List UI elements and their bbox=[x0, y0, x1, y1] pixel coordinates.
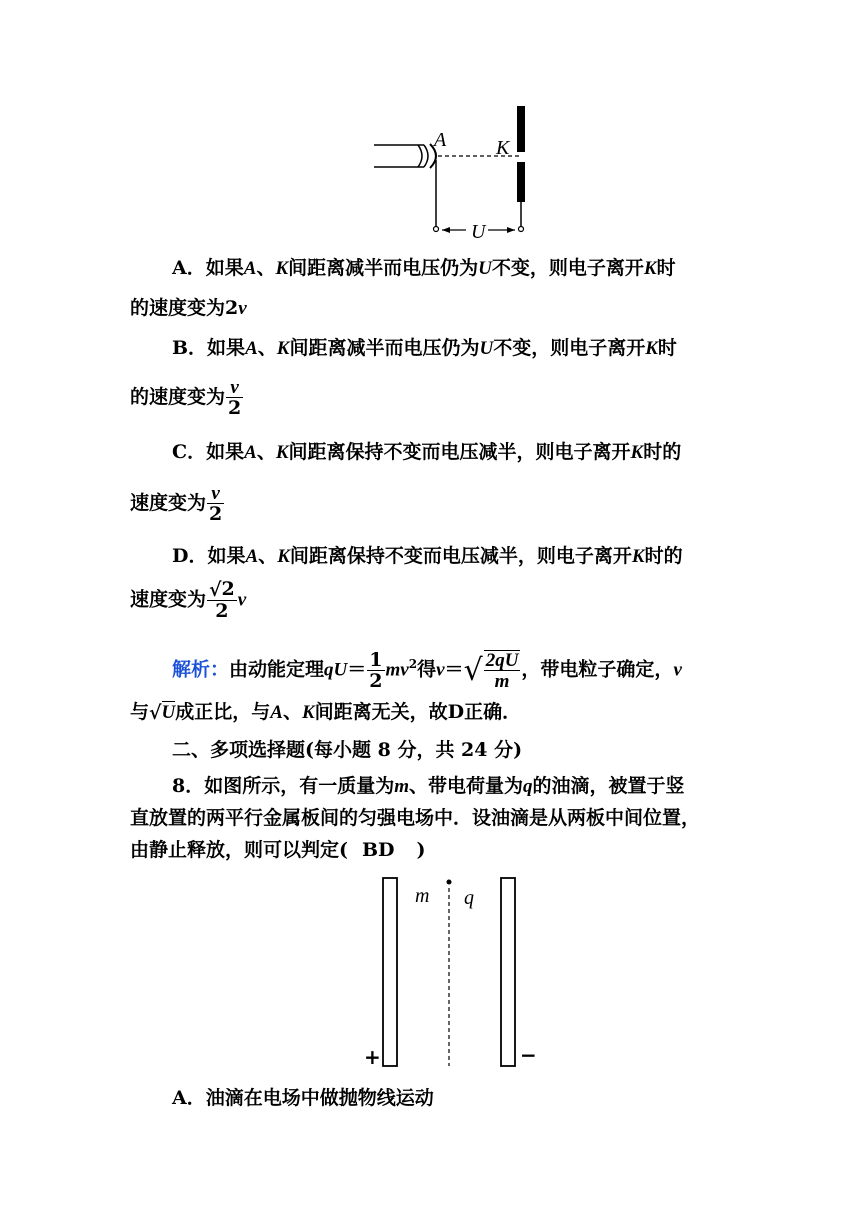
option-d-line2: 速度变为 $\frac{√2}{2}$ v bbox=[130, 578, 247, 622]
option-b-line1: B．如果A、K间距离减半而电压仍为U不变，则电子离开K时 bbox=[172, 337, 677, 359]
label-q: q bbox=[464, 887, 474, 909]
electron-gun-figure bbox=[360, 100, 540, 245]
option-c-line1: C．如果A、K间距离保持不变而电压减半，则电子离开K时的 bbox=[172, 441, 682, 463]
answer: BD bbox=[362, 839, 395, 861]
label-u: U bbox=[471, 221, 486, 243]
q8-line1: 8．如图所示，有一质量为m、带电荷量为q的油滴，被置于竖 bbox=[172, 775, 685, 797]
plus-sign: + bbox=[364, 1045, 381, 1069]
option-b-line2: 的速度变为 $\frac{v}{2}$ bbox=[130, 377, 242, 419]
analysis-line2: 与√U成正比，与A、K间距离无关，故D正确． bbox=[130, 701, 522, 724]
label-a: A bbox=[434, 129, 447, 151]
q8-option-a: A．油滴在电场中做抛物线运动 bbox=[172, 1087, 434, 1109]
sqrt-fraction: $\frac{2qU}{m}$ bbox=[485, 650, 519, 692]
minus-sign: − bbox=[520, 1043, 537, 1067]
option-d-line1: D．如果A、K间距离保持不变而电压减半，则电子离开K时的 bbox=[172, 545, 683, 567]
section-title: 二、多项选择题(每小题 8 分，共 24 分) bbox=[172, 739, 523, 761]
option-a-line1: A．如果A、K间距离减半而电压仍为U不变，则电子离开K时 bbox=[172, 257, 676, 279]
label-m: m bbox=[415, 885, 430, 907]
fraction: $\frac{v}{2}$ bbox=[228, 377, 242, 419]
option-a-line2: 的速度变为2v bbox=[130, 297, 247, 319]
q8-line3: 由静止释放，则可以判定( BD ) bbox=[130, 839, 426, 861]
fraction: $\frac{v}{2}$ bbox=[209, 483, 223, 525]
q8-line2: 直放置的两平行金属板间的匀强电场中．设油滴是从两板中间位置， bbox=[130, 807, 701, 829]
fraction: $\frac{√2}{2}$ bbox=[209, 578, 235, 622]
analysis-line1: 解析：由动能定理qU＝ $\frac{1}{2}$ $mv^2$得v＝√ $\frac{2qU}{m}$ ，带电粒子确定，v bbox=[172, 648, 682, 692]
parallel-plates-figure bbox=[360, 870, 540, 1070]
label-k: K bbox=[496, 137, 510, 159]
option-c-line2: 速度变为 $\frac{v}{2}$ bbox=[130, 483, 223, 525]
analysis-label: 解析： bbox=[172, 658, 230, 681]
fraction: $\frac{1}{2}$ bbox=[369, 648, 383, 692]
